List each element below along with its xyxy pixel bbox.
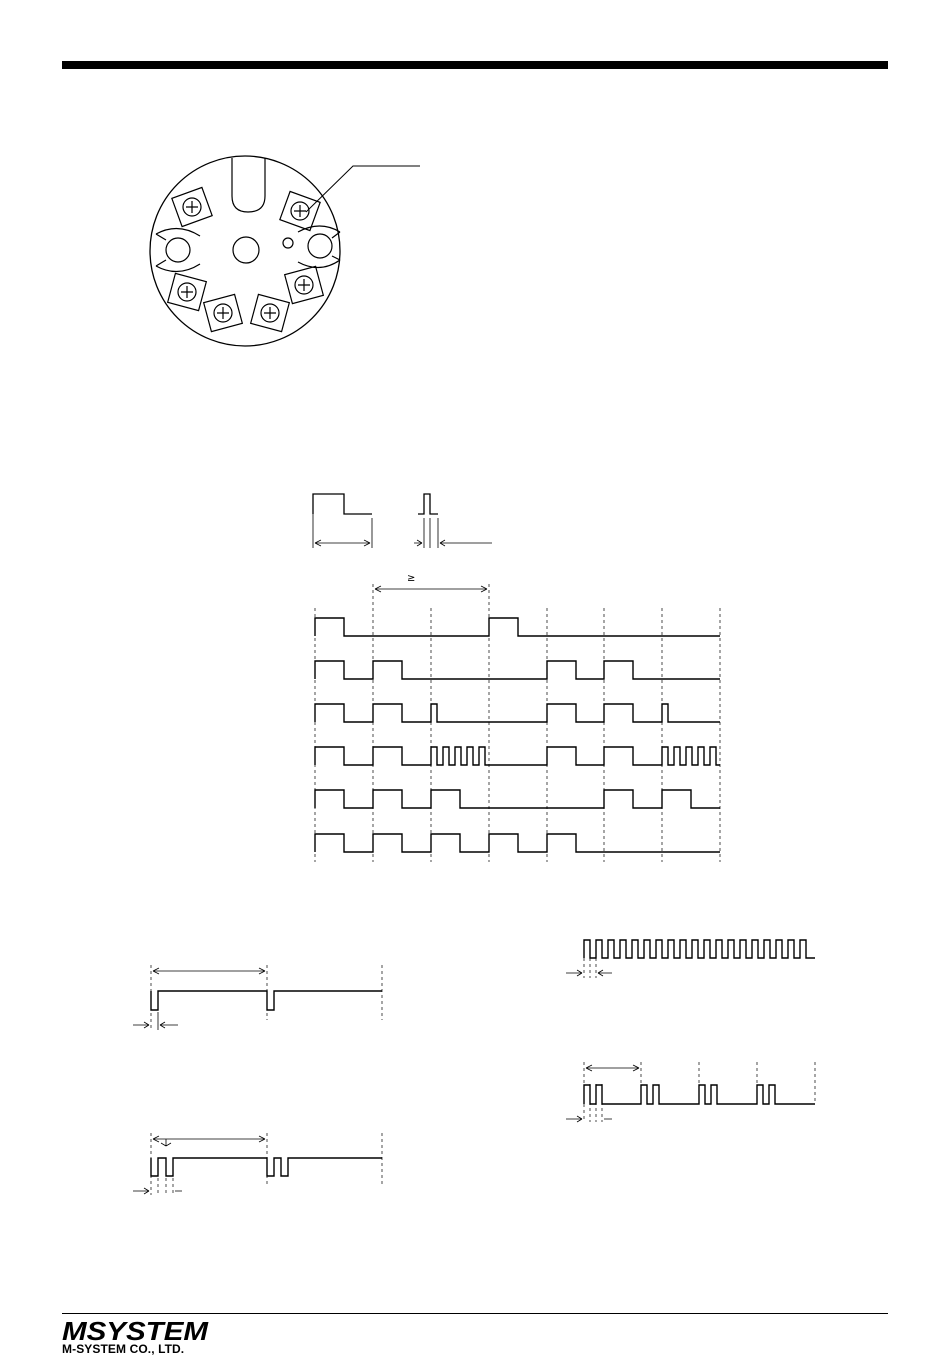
- timing-row-6: [315, 834, 720, 852]
- screw-terminal-2: [280, 191, 320, 230]
- timing-row-5: [315, 790, 720, 808]
- screw-terminal-4: [204, 294, 243, 331]
- right-mounting-clip: [298, 226, 340, 268]
- period-arrow: [375, 586, 487, 592]
- pulse-train-continuous: [566, 940, 815, 978]
- company-name: M-SYSTEM CO., LTD.: [62, 1342, 185, 1356]
- timing-signals: [315, 618, 720, 852]
- timing-diagram: [315, 584, 720, 862]
- timing-row-3: [315, 704, 720, 722]
- timing-row-1: [315, 618, 720, 636]
- screw-terminal-1: [172, 187, 212, 226]
- ge-symbol: ≥: [407, 573, 416, 584]
- svg-text:MSYSTEM: MSYSTEM: [62, 1318, 210, 1344]
- leader-line: [306, 166, 420, 212]
- msystem-logo: [62, 1318, 212, 1344]
- screw-terminal-3: [168, 273, 207, 310]
- pulse-diagram-double: [133, 1133, 382, 1195]
- pulse-diagram-single: [133, 965, 382, 1030]
- pulse-legend: [313, 494, 492, 548]
- footer-rule: [62, 1313, 888, 1314]
- timing-row-4: [315, 747, 720, 765]
- timing-row-2: [315, 661, 720, 679]
- terminal-head-drawing: [150, 156, 420, 346]
- screw-terminal-6: [285, 266, 324, 303]
- left-mounting-clip: [156, 228, 200, 271]
- screw-terminal-5: [251, 294, 290, 331]
- pulse-train-bursts: [566, 1062, 815, 1122]
